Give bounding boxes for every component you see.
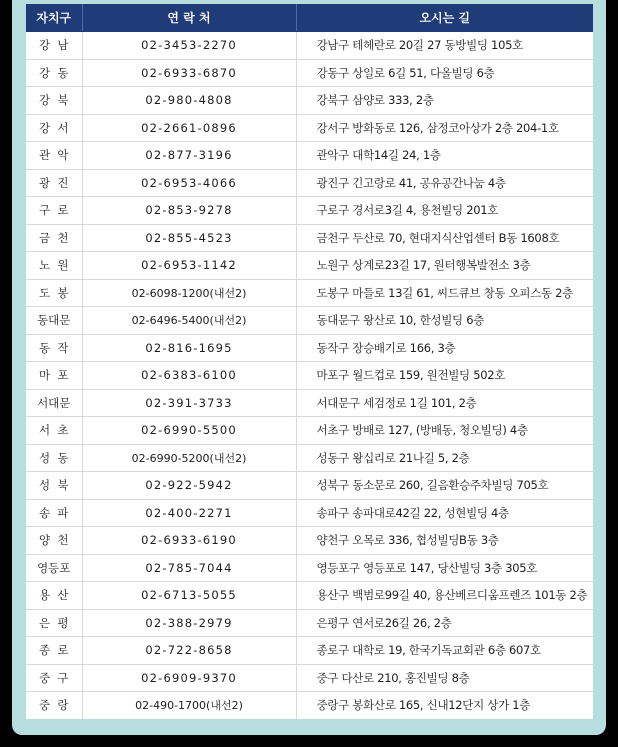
address-cell: 마포구 월드컵로 159, 원전빌딩 502호 <box>296 362 593 390</box>
table-row <box>26 59 593 87</box>
table-row <box>26 472 593 500</box>
address-cell: 노원구 상계로23길 17, 원터행복발전소 3층 <box>296 252 593 280</box>
address-cell: 양천구 오목로 336, 협성빌딩B동 3층 <box>296 527 593 555</box>
table-row <box>26 334 593 362</box>
district-cell: 은 평 <box>26 609 82 637</box>
phone-cell: 02-6496-5400(내선2) <box>82 307 296 335</box>
phone-cell: 02-785-7044 <box>82 554 296 582</box>
address-cell: 금천구 두산로 70, 현대지식산업센터 B동 1608호 <box>296 224 593 252</box>
district-cell: 송 파 <box>26 499 82 527</box>
district-contact-table <box>26 4 593 719</box>
table-row <box>26 582 593 610</box>
address-cell: 강서구 방화동로 126, 삼정코아상가 2층 204-1호 <box>296 114 593 142</box>
district-cell: 용 산 <box>26 582 82 610</box>
address-cell: 영등포구 영등포로 147, 당산빌딩 3층 305호 <box>296 554 593 582</box>
district-cell: 구 로 <box>26 197 82 225</box>
district-cell: 양 천 <box>26 527 82 555</box>
phone-cell: 02-6933-6190 <box>82 527 296 555</box>
phone-cell: 02-855-4523 <box>82 224 296 252</box>
table-row <box>26 307 593 335</box>
district-cell: 중 랑 <box>26 692 82 719</box>
table-row <box>26 279 593 307</box>
table-row <box>26 664 593 692</box>
phone-cell: 02-6953-1142 <box>82 252 296 280</box>
district-cell: 금 천 <box>26 224 82 252</box>
phone-cell: 02-6098-1200(내선2) <box>82 279 296 307</box>
district-cell: 관 악 <box>26 142 82 170</box>
address-cell: 도봉구 마들로 13길 61, 씨드큐브 창동 오피스동 2층 <box>296 279 593 307</box>
district-cell: 노 원 <box>26 252 82 280</box>
address-cell: 서대문구 세검정로 1길 101, 2층 <box>296 389 593 417</box>
district-cell: 성 북 <box>26 472 82 500</box>
address-cell: 성동구 왕십리로 21나길 5, 2층 <box>296 444 593 472</box>
address-cell: 관악구 대학14길 24, 1층 <box>296 142 593 170</box>
table-row <box>26 527 593 555</box>
phone-cell: 02-6933-6870 <box>82 59 296 87</box>
table-row <box>26 609 593 637</box>
district-cell: 광 진 <box>26 169 82 197</box>
table-row <box>26 252 593 280</box>
phone-cell: 02-6953-4066 <box>82 169 296 197</box>
address-cell: 종로구 대학로 19, 한국기독교회관 6층 607호 <box>296 637 593 665</box>
district-cell: 영등포 <box>26 554 82 582</box>
table-row <box>26 417 593 445</box>
address-cell: 동작구 장승배기로 166, 3층 <box>296 334 593 362</box>
address-column-header: 오시는 길 <box>296 4 593 32</box>
phone-cell: 02-391-3733 <box>82 389 296 417</box>
district-cell: 강 서 <box>26 114 82 142</box>
address-cell: 중구 다산로 210, 홍진빌딩 8층 <box>296 664 593 692</box>
phone-cell: 02-6713-5055 <box>82 582 296 610</box>
phone-cell: 02-6990-5500 <box>82 417 296 445</box>
table-row <box>26 114 593 142</box>
address-cell: 중랑구 봉화산로 165, 신내12단지 상가 1층 <box>296 692 593 719</box>
district-cell: 종 로 <box>26 637 82 665</box>
district-cell: 강 남 <box>26 32 82 60</box>
district-cell: 동대문 <box>26 307 82 335</box>
address-cell: 광진구 긴고랑로 41, 공유공간나눔 4층 <box>296 169 593 197</box>
phone-cell: 02-2661-0896 <box>82 114 296 142</box>
phone-cell: 02-490-1700(내선2) <box>82 692 296 719</box>
table-header <box>26 4 593 32</box>
address-cell: 용산구 백범로99길 40, 용산베르디움프렌즈 101동 2층 <box>296 582 593 610</box>
table-row <box>26 87 593 115</box>
address-cell: 은평구 연서로26길 26, 2층 <box>296 609 593 637</box>
address-cell: 강북구 삼양로 333, 2층 <box>296 87 593 115</box>
address-cell: 송파구 송파대로42길 22, 성현빌딩 4층 <box>296 499 593 527</box>
phone-cell: 02-877-3196 <box>82 142 296 170</box>
district-cell: 성 동 <box>26 444 82 472</box>
phone-cell: 02-922-5942 <box>82 472 296 500</box>
table-row <box>26 169 593 197</box>
address-cell: 구로구 경서로3길 4, 용천빌딩 201호 <box>296 197 593 225</box>
district-cell: 서 초 <box>26 417 82 445</box>
table-row <box>26 32 593 60</box>
address-cell: 강동구 상일로 6길 51, 다올빌딩 6층 <box>296 59 593 87</box>
address-cell: 성북구 동소문로 260, 길음환승주차빌딩 705호 <box>296 472 593 500</box>
phone-cell: 02-400-2271 <box>82 499 296 527</box>
address-cell: 강남구 테헤란로 20길 27 동방빌딩 105호 <box>296 32 593 60</box>
phone-cell: 02-980-4808 <box>82 87 296 115</box>
table-body <box>26 32 593 719</box>
address-cell: 서초구 방배로 127, (방배동, 청오빌딩) 4층 <box>296 417 593 445</box>
table-row <box>26 362 593 390</box>
district-cell: 마 포 <box>26 362 82 390</box>
district-cell: 강 북 <box>26 87 82 115</box>
district-cell: 동 작 <box>26 334 82 362</box>
phone-cell: 02-6383-6100 <box>82 362 296 390</box>
phone-cell: 02-3453-2270 <box>82 32 296 60</box>
district-cell: 강 동 <box>26 59 82 87</box>
phone-cell: 02-6909-9370 <box>82 664 296 692</box>
address-cell: 동대문구 왕산로 10, 한성빌딩 6층 <box>296 307 593 335</box>
district-cell: 도 봉 <box>26 279 82 307</box>
table-row <box>26 142 593 170</box>
table-row <box>26 637 593 665</box>
table-row <box>26 692 593 719</box>
district-cell: 서대문 <box>26 389 82 417</box>
district-column-header: 자치구 <box>26 4 82 32</box>
phone-cell: 02-722-8658 <box>82 637 296 665</box>
table-row <box>26 389 593 417</box>
table-row <box>26 554 593 582</box>
table-row <box>26 499 593 527</box>
phone-cell: 02-388-2979 <box>82 609 296 637</box>
phone-cell: 02-853-9278 <box>82 197 296 225</box>
phone-cell: 02-6990-5200(내선2) <box>82 444 296 472</box>
phone-cell: 02-816-1695 <box>82 334 296 362</box>
table-row <box>26 444 593 472</box>
table-row <box>26 197 593 225</box>
district-cell: 중 구 <box>26 664 82 692</box>
table-row <box>26 224 593 252</box>
header-row <box>26 4 593 32</box>
phone-column-header: 연 락 처 <box>82 4 296 32</box>
